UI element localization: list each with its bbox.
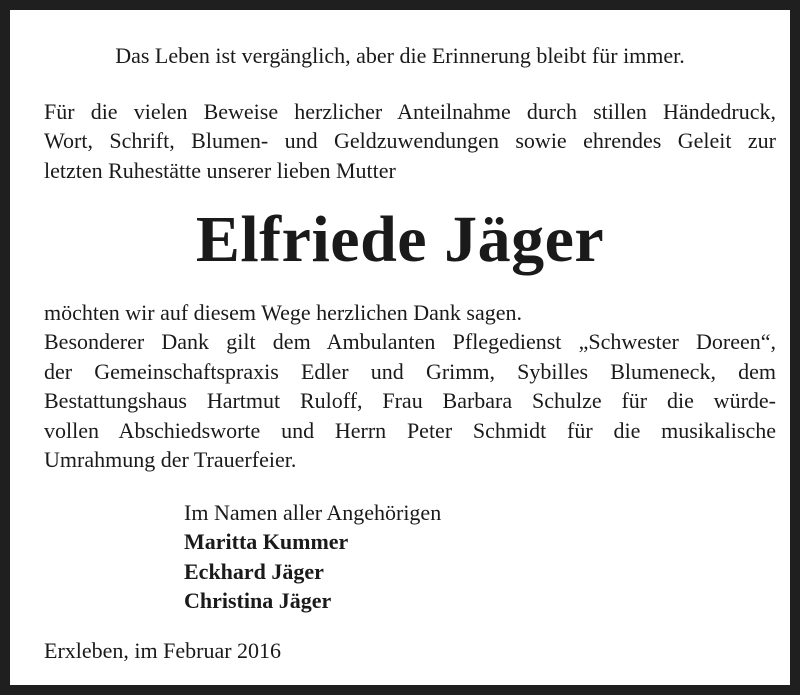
- family-member-name: Eckhard Jäger: [184, 558, 324, 584]
- thanks-paragraph: [44, 298, 776, 474]
- signature-block: [184, 498, 441, 616]
- thanks-line: möchten wir auf diesem Wege herzlichen Dank sagen.: [44, 300, 522, 325]
- intro-line: Für die vielen Beweise herzlicher Anteilnahme durch stillen Händedruck,: [44, 99, 776, 124]
- thanks-line: vollen Abschiedsworte und Herrn Peter Schmidt für die musikalische: [44, 417, 776, 443]
- intro-line: letzten Ruhestätte unserer lieben Mutter: [44, 157, 396, 183]
- thanks-line: Umrahmung der Trauerfeier.: [44, 447, 297, 473]
- intro-line: Wort, Schrift, Blumen- und Geldzuwendungen sowie ehrendes Geleit zur: [44, 128, 776, 154]
- family-member-name: Christina Jäger: [184, 588, 332, 614]
- place-date: Erxleben, im Februar 2016: [44, 638, 282, 663]
- signature-lead: Im Namen aller Angehörigen: [184, 500, 442, 525]
- thanks-line: Besonderer Dank gilt dem Ambulanten Pflegedienst „Schwester Doreen“,: [44, 329, 776, 355]
- deceased-name: Elfriede Jäger: [195, 203, 605, 276]
- motto-line: Das Leben ist vergänglich, aber die Erinnerung bleibt für immer.: [115, 43, 685, 68]
- thanks-line: Bestattungshaus Hartmut Ruloff, Frau Barbara Schulze für die würde-: [44, 388, 776, 414]
- thanks-line: der Gemeinschaftspraxis Edler und Grimm, Sybilles Blumeneck, dem: [44, 358, 776, 384]
- intro-paragraph: [44, 97, 776, 185]
- family-member-name: Maritta Kummer: [184, 529, 349, 555]
